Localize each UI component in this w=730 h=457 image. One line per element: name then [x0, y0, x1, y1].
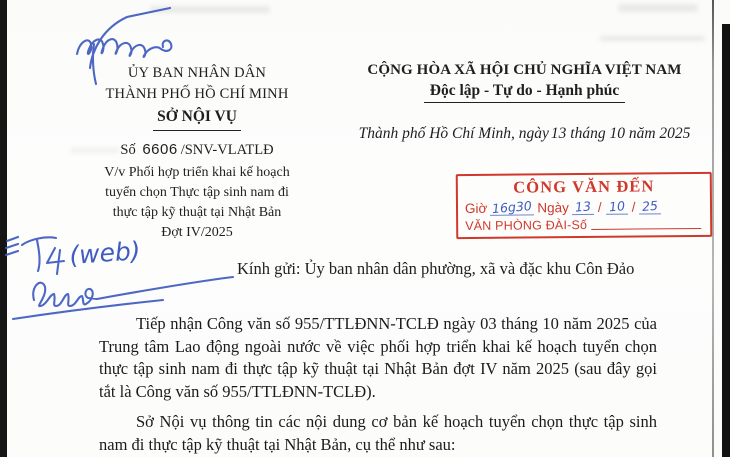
- scan-smudge: [600, 36, 705, 41]
- note-web-text: (web): [68, 236, 142, 270]
- document-subject: [76, 163, 318, 243]
- dateline-prefix: Thành phố Hồ Chí Minh, ngày: [358, 125, 549, 142]
- stamp-month-field: [606, 199, 628, 215]
- note-letter-t: [22, 237, 56, 271]
- incoming-document-stamp: [456, 172, 713, 239]
- body-paragraph-1: Tiếp nhận Công văn số 955/TTLĐNN-TCLĐ ngày 03 tháng 10 năm 2025 của Trung tâm Lao động ngoài nước về việc phối hợp triển khai kế hoạch tuyển chọn thực tập sinh nam đi thực tập kỹ thuật tại Nhật Bản đợt IV năm 2025 (sau đây gọi tắt là Công văn số 955/TTLĐNN-TCLĐ).: [99, 314, 657, 401]
- body-paragraph-2: Sở Nội vụ thông tin các nội dung cơ bản kế hoạch tuyển chọn thực tập sinh nam đi thực tập kỹ thuật tại Nhật Bản, cụ thể như sau:: [99, 412, 657, 454]
- agency-parent-name: ỦY BAN NHÂN DÂN: [127, 65, 267, 81]
- signature-scribble-top: [90, 8, 170, 68]
- scan-gray-line: [712, 0, 714, 457]
- issuing-agency-block: [76, 63, 318, 243]
- document-body: [99, 313, 657, 457]
- stamp-office-row: [458, 216, 710, 233]
- handwritten-year: 25: [641, 197, 659, 215]
- stamp-blank-line: [591, 228, 701, 230]
- handwritten-hour: 16g30: [491, 198, 533, 217]
- stamp-separator: /: [597, 199, 602, 215]
- note-squiggle: [6, 237, 18, 255]
- subject-line: thực tập kỹ thuật tại Nhật Bản: [112, 204, 282, 220]
- document-number-suffix: /SNV-VLATLĐ: [180, 141, 274, 158]
- signature-flourish-line: [97, 277, 233, 299]
- national-title: CỘNG HÒA XÃ HỘI CHỦ NGHĨA VIỆT NAM: [367, 62, 682, 78]
- stamp-day-field: [572, 199, 594, 215]
- stamp-office-label: VĂN PHÒNG ĐÀI-Số: [465, 217, 588, 234]
- scan-edge-left: [0, 0, 7, 457]
- signature-scribble-top: [77, 39, 171, 57]
- subject-line: V/v Phối hợp triển khai kế hoạch: [104, 164, 290, 180]
- dateline-suffix: tháng 10 năm 2025: [566, 125, 691, 142]
- place-date-line: [352, 125, 697, 143]
- stamp-hour-field: [490, 199, 534, 215]
- signature-initials: [33, 283, 97, 306]
- document-number-label: Số: [120, 141, 136, 158]
- agency-city-name: THÀNH PHỐ HỒ CHÍ MINH: [105, 86, 289, 103]
- stamp-hour-label: Giờ: [464, 200, 488, 217]
- stamp-hour-date-row: [458, 197, 710, 216]
- stamp-title: CÔNG VĂN ĐẾN: [513, 176, 655, 197]
- stamp-year-field: [639, 198, 661, 214]
- handwritten-month: 10: [608, 198, 626, 215]
- document-number-line: [76, 139, 318, 161]
- scan-smudge: [618, 4, 698, 12]
- document-number-value: 6606: [142, 140, 178, 158]
- scan-smudge: [150, 6, 270, 13]
- national-motto: Độc lập - Tự do - Hạnh phúc: [424, 82, 625, 103]
- stamp-separator: /: [631, 199, 636, 215]
- subject-line: tuyển chọn Thực tập sinh nam đi: [105, 184, 289, 200]
- department-name: SỞ NỘI VỤ: [153, 106, 241, 130]
- scan-edge-right: [722, 24, 730, 457]
- dateline-day: 13: [550, 125, 567, 142]
- national-header-block: [352, 62, 697, 143]
- stamp-date-label: Ngày: [537, 200, 569, 216]
- subject-line: Đợt IV/2025: [161, 224, 233, 240]
- recipient-line: Kính gửi: Ủy ban nhân dân phường, xã và đặc khu Côn Đảo: [237, 259, 635, 278]
- note-digit-4: [47, 248, 64, 274]
- handwritten-day: 13: [574, 198, 592, 215]
